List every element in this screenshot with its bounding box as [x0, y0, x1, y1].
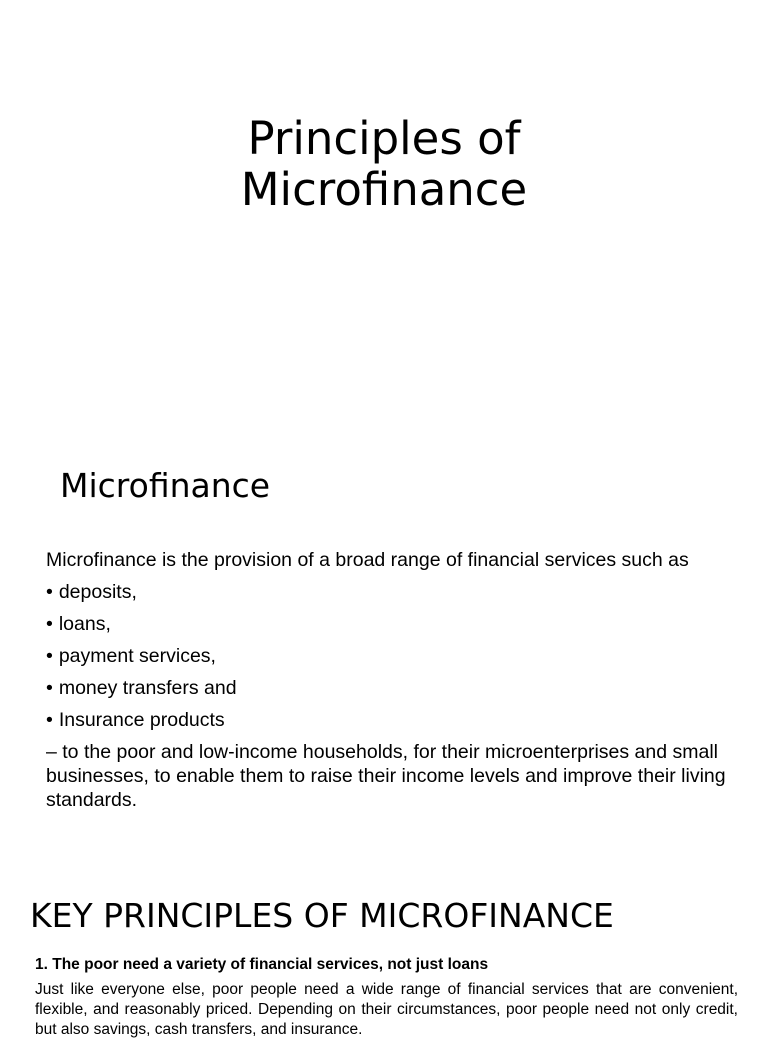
- slide-body: [46, 548, 736, 820]
- bullet-icon: •: [46, 677, 53, 699]
- list-item-text: Insurance products: [58, 709, 225, 731]
- bullet-icon: •: [46, 645, 53, 667]
- key-principles-slide: [0, 870, 768, 1038]
- list-item-text: deposits,: [58, 581, 137, 603]
- principle-body: Just like everyone else, poor people need a wide range of financial services that are convenient, flexible, and reasonably priced. Depending on their circumstances, poor people need not only credit, but also savings, cash transfers, and insurance.: [35, 981, 738, 1038]
- title-slide: [0, 0, 768, 440]
- intro-text: Microfinance is the provision of a broad range of financial services such as: [46, 549, 689, 571]
- microfinance-slide: [0, 440, 768, 870]
- list-item: [46, 644, 736, 668]
- bullet-icon: •: [46, 709, 53, 731]
- list-item-text: money transfers and: [58, 677, 237, 699]
- slide-heading: KEY PRINCIPLES OF MICROFINANCE: [30, 896, 614, 935]
- presentation-title: [0, 113, 768, 215]
- list-item-text: loans,: [58, 613, 111, 635]
- slide-heading: Microfinance: [60, 466, 271, 505]
- bullet-icon: •: [46, 613, 53, 635]
- services-list: [46, 580, 736, 732]
- list-item: [46, 708, 736, 732]
- bullet-icon: •: [46, 581, 53, 603]
- title-line-2: Microfinance: [240, 163, 528, 216]
- list-item-text: payment services,: [58, 645, 216, 667]
- conclusion-text: – to the poor and low-income households, for their microenterprises and small businesses, to enable them to raise their income levels and improve their living standards.: [46, 741, 726, 811]
- list-item: [46, 612, 736, 636]
- list-item: [46, 580, 736, 604]
- principle-title: 1. The poor need a variety of financial services, not just loans: [35, 956, 489, 973]
- title-line-1: Principles of: [247, 112, 521, 165]
- list-item: [46, 676, 736, 700]
